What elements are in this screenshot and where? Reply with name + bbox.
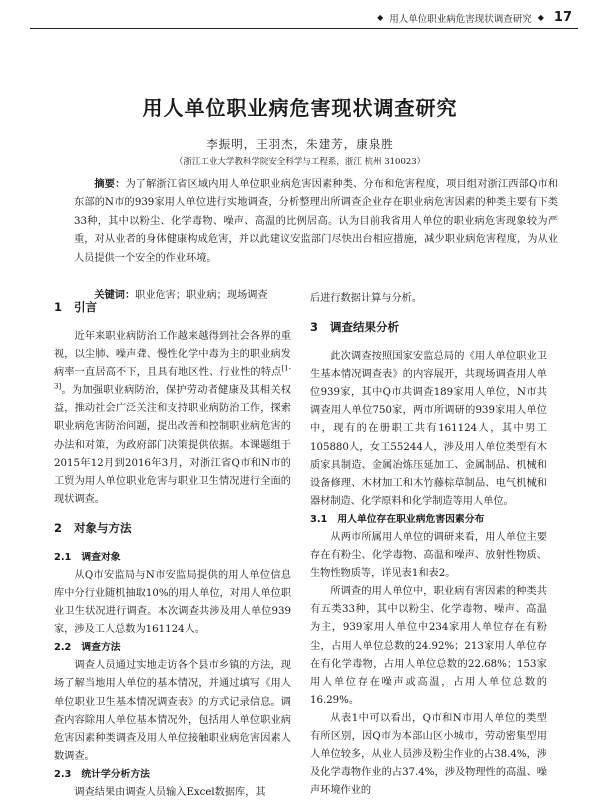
paragraph: 从两市所属用人单位的调研来看，用人单位主要存在有粉尘、化学毒物、高温和噪声、放射性物质、生物性物质等，详见表1和表2。 [310, 531, 547, 580]
section-heading-intro [54, 298, 291, 316]
keywords-label: 关键词： [94, 290, 136, 301]
paragraph: 调查结果由调查人员输入Excel数据库，其 [74, 786, 266, 798]
subsection-title: 调查方法 [81, 642, 121, 654]
subsection-heading [54, 549, 291, 567]
running-header [377, 10, 572, 25]
subsection-heading [54, 639, 291, 657]
paragraph: 所调查的用人单位中，职业病有害因素的种类共有五类33种，其中以粉尘、化学毒物、噪声、高温为主，939家用人单位中234家用人单位存在有粉尘，占用人单位总数的24.92%；213家用人单位存在有化学毒物，占用人单位总数的22.68%；153家用人单位存在噪声或高温，占用人单位总数的16.29%。 [310, 586, 547, 706]
subsection-number: 2.2 [54, 642, 72, 654]
paragraph: 调查人员通过实地走访各个县市乡镇的方法，现场了解当地用人单位的基本情况，并通过填写《用人单位职业卫生基本情况调查表》的方式记录信息。调查内容除用人单位基本情况外，包括用人单位职业病危害因素种类调查及用人单位接触职业病危害因素人数调查。 [54, 660, 291, 762]
paragraph [54, 328, 291, 509]
subsection-number: 2.3 [54, 768, 72, 780]
header-bullet: ◆ [377, 13, 384, 22]
keywords-text: 职业危害；职业病；现场调查 [135, 290, 268, 301]
section-number: 3 [310, 320, 319, 335]
abstract [74, 176, 558, 268]
subsection-number: 3.1 [310, 513, 328, 525]
section-heading-methods [54, 519, 291, 537]
right-column [310, 290, 547, 800]
running-title: 用人单位职业病危害现状调查研究 [389, 13, 532, 25]
section-heading-results [310, 318, 547, 336]
abstract-text: 为了解浙江省区域内用人单位职业病危害因素种类、分布和危害程度，项目组对浙江西部Q市和东部的N市的939家用人单位进行实地调查，分析整理出所调查企业存在职业病危害因素的种类主要有下类33种，其中以粉尘、化学毒物、噪声、高温的比例居高。认为目前我省用人单位的职业病危害现象较为严重，对从业者的身体健康构成危害，并以此建议安监部门尽快出台相应措施，减少职业病危害程度，为从业人员提供一个安全的作业环境。 [74, 179, 558, 264]
abstract-label: 摘要： [94, 179, 126, 190]
affiliation: （浙江工业大学教科学院安全科学与工程系，浙江 杭州 310023） [174, 157, 426, 167]
page-number: 17 [553, 10, 572, 25]
header-rule [30, 28, 578, 29]
subsection-title: 统计学分析方法 [81, 768, 150, 780]
section-number: 1 [54, 300, 63, 314]
subsection-title: 用人单位存在职业病危害因素分布 [337, 513, 485, 525]
left-column [54, 298, 291, 802]
section-title: 对象与方法 [74, 520, 132, 535]
paragraph-text: 近年来职业病防治工作越来越得到社会各界的重视，以尘肺、噪声聋、慢性化学中毒为主的职业病发病率一直居高不下，且具有地区性、行业性的特点 [54, 331, 291, 379]
subsection-heading [310, 511, 547, 529]
citation: [1-3] [54, 364, 291, 391]
paragraph: 从表1中可以看出，Q市和N市用人单位的类型有所区别，因Q市为本部山区小城市，劳动密集型用人单位较多，从业人员涉及粉尘作业的占38.4%，涉及化学毒物作业的占37.4%，涉及物理性的高温、噪声环境作业的 [310, 712, 547, 797]
paragraph: 从Q市安监局与N市安监局提供的用人单位信息库中分行业随机抽取10%的用人单位，对用人单位职业卫生状况进行调查。本次调查共涉及用人单位939家，涉及工人总数为161124人。 [54, 569, 291, 636]
subsection-number: 2.1 [54, 551, 72, 563]
subsection-heading [54, 766, 291, 784]
paragraph-continuation: 后进行数据计算与分析。 [310, 293, 423, 304]
article-title: 用人单位职业病危害现状调查研究 [142, 96, 458, 120]
paragraph-text: 。为加强职业病防治，保护劳动者健康及其相关权益，推动社会广泛关注和支持职业病防治工作，探索职业病危害防治问题，提出改善和控制职业病危害的办法和对策，为政府部门决策提供依据。本课题组于2015年12月到2016年3月，对浙江省Q市和N市的工贸为用人单位职业危害与职业卫生情况进行全面的现状调查。 [54, 385, 291, 505]
section-number: 2 [54, 520, 63, 535]
paragraph: 此次调查按照国家安监总局的《用人单位职业卫生基本情况调查表》的内容展开，共现场调查用人单位939家，其中Q市共调查189家用人单位，N市共调查用人单位750家，两市所调研的939家用人单位中，现有的在册职工共有161124人，其中男工105880人，女工55244人，涉及用人单位类型有木质家具制造、金属冶炼压延加工、金属制品、机械和设备修理、木材加工和木竹藤棕草制品、电气机械和器材制造、化学原料和化学制造等用人单位。 [310, 351, 547, 507]
subsection-title: 调查对象 [81, 551, 121, 563]
section-title: 引言 [74, 300, 98, 314]
section-title: 调查结果分析 [330, 320, 400, 335]
header-bullet-2: ◆ [537, 13, 544, 22]
author-list: 李振明，王羽杰，朱建芳，康泉胜 [206, 137, 394, 151]
